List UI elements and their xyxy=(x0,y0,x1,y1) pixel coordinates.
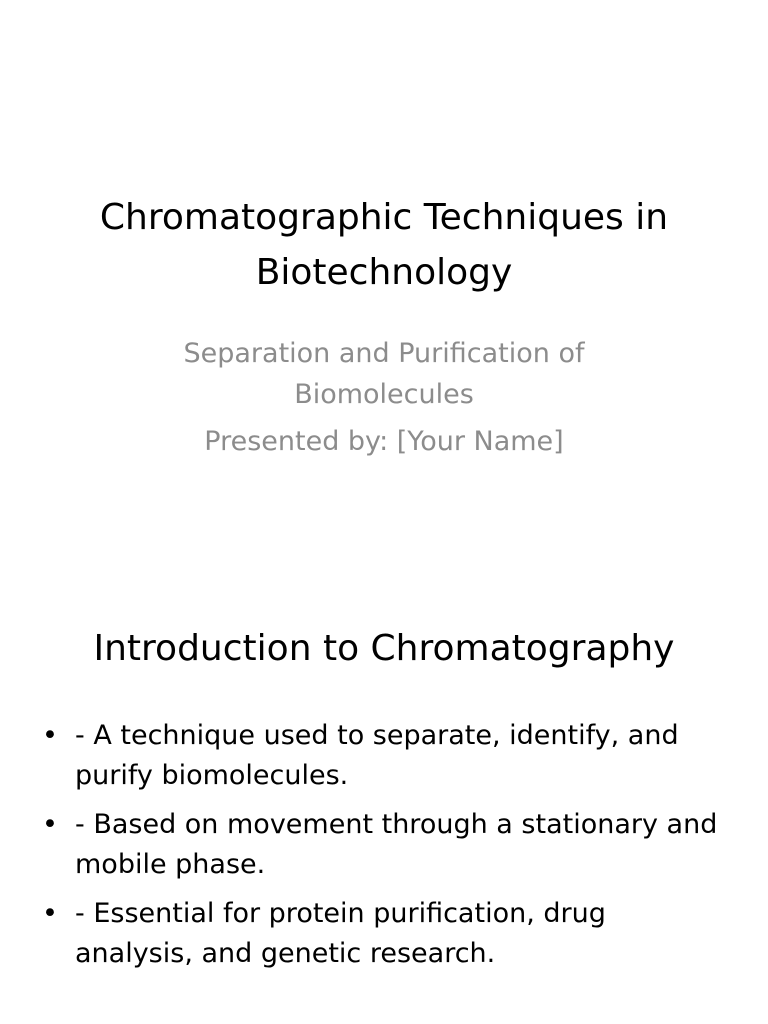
subtitle-line: Biomolecules xyxy=(294,379,474,410)
bullet-icon: • xyxy=(42,898,58,929)
bullet-item xyxy=(40,716,720,796)
bullet-icon: • xyxy=(42,720,58,751)
bullet-item xyxy=(40,894,720,974)
bullet-list xyxy=(40,716,720,983)
bullet-text: - Based on movement through a stationary and mobile phase. xyxy=(75,809,718,880)
slide-subtitle xyxy=(60,333,708,462)
presenter-line: Presented by: [Your Name] xyxy=(204,426,564,457)
bullet-item xyxy=(40,805,720,885)
slide-title: Introduction to Chromatography xyxy=(93,628,675,669)
bullet-text: - A technique used to separate, identify, and purify biomolecules. xyxy=(75,720,679,791)
content-slide xyxy=(0,576,768,1024)
slide-title: Chromatographic Techniques in Biotechnology xyxy=(99,197,669,293)
bullet-text: - Essential for protein purification, drug analysis, and genetic research. xyxy=(75,898,606,969)
bullet-icon: • xyxy=(42,809,58,840)
subtitle-line: Separation and Purification of xyxy=(183,338,585,369)
